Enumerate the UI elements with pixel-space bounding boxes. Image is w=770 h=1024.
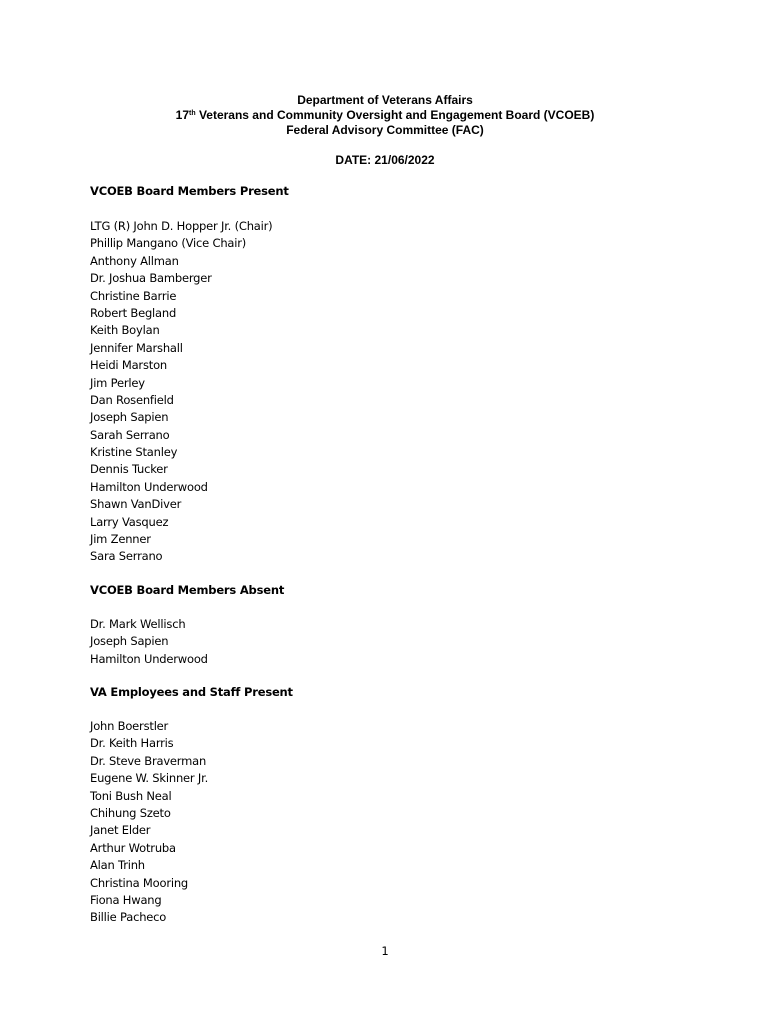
list-members-present <box>90 218 272 566</box>
list-item: Heidi Marston <box>90 358 167 373</box>
list-item: Dennis Tucker <box>90 462 168 477</box>
meeting-date: DATE: 21/06/2022 <box>335 153 435 167</box>
list-item: Hamilton Underwood <box>90 651 208 666</box>
list-item: Sara Serrano <box>90 549 163 564</box>
list-item: Christine Barrie <box>90 288 177 303</box>
list-item: Joseph Sapien <box>90 634 169 649</box>
list-item: Kristine Stanley <box>90 445 178 460</box>
document-header <box>0 93 770 138</box>
list-item: John Boerstler <box>90 719 169 733</box>
list-item: Fiona Hwang <box>90 892 162 907</box>
board-title <box>0 108 770 123</box>
list-item: Dr. Joshua Bamberger <box>90 271 212 286</box>
list-item: Billie Pacheco <box>90 910 167 925</box>
committee-title: Federal Advisory Committee (FAC) <box>286 123 484 137</box>
department-title: Department of Veterans Affairs <box>297 93 473 107</box>
section-title-members-present: VCOEB Board Members Present <box>90 184 289 198</box>
list-item: LTG (R) John D. Hopper Jr. (Chair) <box>90 219 273 233</box>
board-number-suffix: th <box>189 110 196 117</box>
list-item: Jim Perley <box>90 375 145 390</box>
list-item: Sarah Serrano <box>90 427 170 442</box>
section-title-staff-present: VA Employees and Staff Present <box>90 685 293 699</box>
list-members-absent <box>90 616 208 668</box>
list-item: Dr. Keith Harris <box>90 736 174 751</box>
list-item: Toni Bush Neal <box>90 788 172 803</box>
list-item: Christina Mooring <box>90 875 189 890</box>
list-staff-present <box>90 718 208 927</box>
list-item: Keith Boylan <box>90 323 160 338</box>
list-item: Alan Trinh <box>90 858 145 873</box>
page-number: 1 <box>381 944 389 958</box>
board-name: Veterans and Community Oversight and Engagement Board (VCOEB) <box>195 108 595 122</box>
list-item: Janet Elder <box>90 823 151 838</box>
section-title-members-absent: VCOEB Board Members Absent <box>90 583 285 597</box>
board-number: 17 <box>175 108 189 122</box>
list-item: Dan Rosenfield <box>90 392 174 407</box>
list-item: Phillip Mangano (Vice Chair) <box>90 236 247 251</box>
list-item: Anthony Allman <box>90 253 179 268</box>
list-item: Shawn VanDiver <box>90 497 182 512</box>
list-item: Hamilton Underwood <box>90 479 208 494</box>
list-item: Eugene W. Skinner Jr. <box>90 771 209 786</box>
list-item: Chihung Szeto <box>90 805 171 820</box>
list-item: Robert Begland <box>90 305 177 320</box>
list-item: Jim Zenner <box>90 532 151 547</box>
list-item: Larry Vasquez <box>90 514 169 529</box>
list-item: Arthur Wotruba <box>90 840 176 855</box>
list-item: Dr. Mark Wellisch <box>90 617 186 631</box>
list-item: Joseph Sapien <box>90 410 169 425</box>
list-item: Jennifer Marshall <box>90 340 183 355</box>
list-item: Dr. Steve Braverman <box>90 753 207 768</box>
